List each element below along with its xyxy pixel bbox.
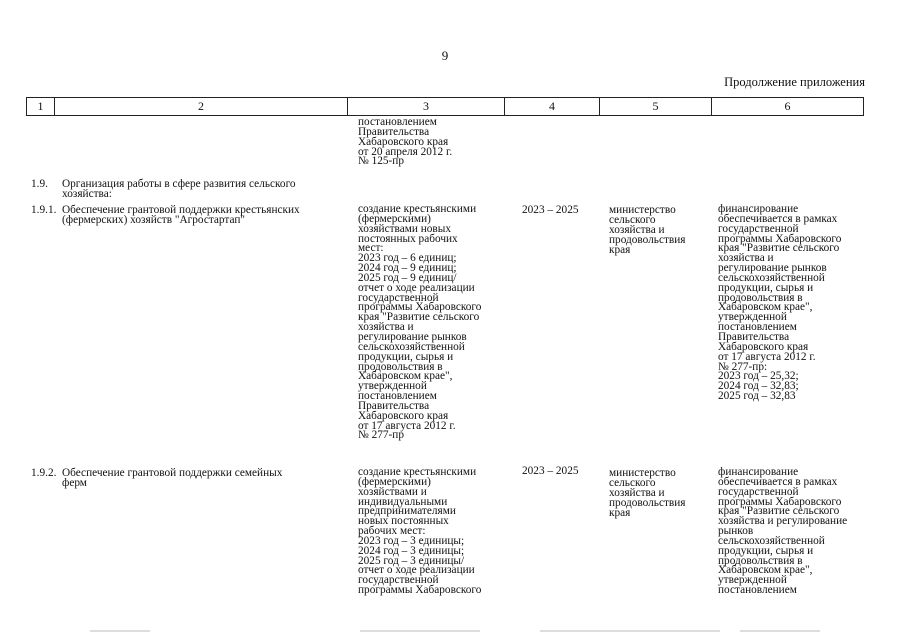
row-measure: Обеспечение грантовой поддержки крестьянских (фермерских) хозяйств "Агростартап" (62, 204, 300, 226)
row-number: 1.9.2. (31, 467, 57, 479)
row-result: создание крестьянскими (фермерскими) хозяйствами и индивидуальными предпринимателями новых постоянных рабочих мест: 2023 год – 3 единицы; 2024 год – 3 единицы; 2025 год – 3 единицы/ отчет о ходе реализации государственной программы Хабаровского (358, 466, 482, 597)
header-col-5: 5 (600, 98, 712, 115)
continuation-label: Продолжение приложения (724, 75, 865, 89)
row-number: 1.9.1. (31, 204, 57, 216)
header-col-1: 1 (27, 98, 55, 115)
scan-artifact (360, 630, 480, 632)
row-financing: финансирование обеспечивается в рамках государственной программы Хабаровского края "Развитие сельского хозяйства и регулирование рынков сельскохозяйственной продукции, сырья и продовольствия в Хабаровском крае", утвержденной постановлением (718, 466, 848, 597)
row-result: создание крестьянскими (фермерскими) хозяйствами новых постоянных рабочих мест: 2023 год – 6 единиц; 2024 год – 9 единиц; 2025 год – 9 единиц/ отчет о ходе реализации государственной программы Хабаровского края "Развитие сельского хозяйства и регулирование рынков сельскохозяйственной продукции, сырья и продовольствия в Хабаровском крае", утвержденной постановлением Правительства Хабаровского края от 17 августа 2012 г. № 277-пр (358, 203, 482, 442)
header-col-2: 2 (55, 98, 348, 115)
row-financing: финансирование обеспечивается в рамках государственной программы Хабаровского края "Развитие сельского хозяйства и регулирование рынков сельскохозяйственной продукции, сырья и продовольствия в Хабаровском крае", утвержденной постановлением Правительства Хабаровского края от 17 августа 2012 г. № 277-пр: 2023 год – 25,32; 2024 год – 32,83; 2025 год – 32,83 (718, 203, 842, 403)
page-number: 9 (441, 48, 449, 63)
header-col-6: 6 (784, 99, 791, 113)
section-title: Организация работы в сфере развития сельского хозяйства: (62, 178, 296, 200)
header-col-4: 4 (505, 98, 600, 115)
scan-artifact (540, 630, 720, 632)
row-period: 2023 – 2025 (522, 465, 579, 477)
scan-artifact (740, 630, 820, 632)
row-executor: министерство сельского хозяйства и продовольствия края (609, 204, 686, 256)
top-fragment-result: постановлением Правительства Хабаровского края от 20 апреля 2012 г. № 125-пр (358, 116, 453, 168)
scan-artifact (90, 630, 150, 632)
row-period: 2023 – 2025 (522, 204, 579, 216)
row-measure: Обеспечение грантовой поддержки семейных ферм (62, 467, 283, 489)
header-col-3: 3 (348, 98, 505, 115)
section-number: 1.9. (31, 178, 48, 190)
row-executor: министерство сельского хозяйства и продовольствия края (609, 467, 686, 519)
table-header-row (26, 97, 864, 116)
